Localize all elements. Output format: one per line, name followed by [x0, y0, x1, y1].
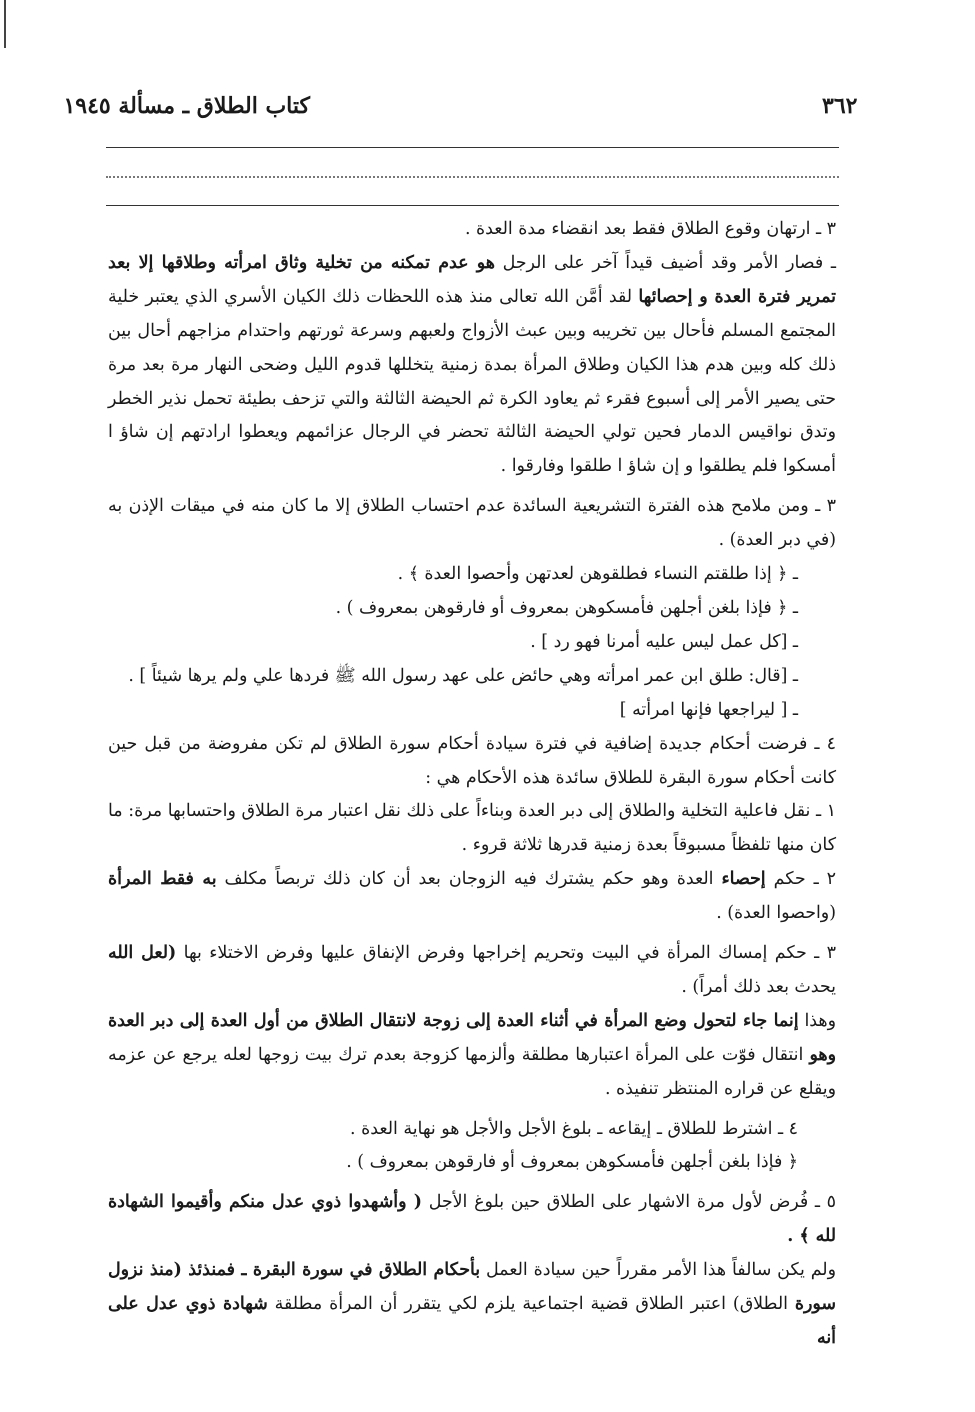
bold-emphasis: بأحكام الطلاق في سورة البقرة ـ فمنذئذ (منذ نزول سورة — [108, 1260, 836, 1315]
paragraph: ٤ ـ فرضت أحكام جديدة إضافية في فترة سيادة أحكام سورة الطلاق لم تكن مفروضة من قبل حين كانت أحكام سورة البقرة للطلاق سائدة هذه الأحكام هي : — [108, 733, 836, 788]
quote-line: ﴿ فإذا بلغن أجلهن فأمسكوهن بمعروف أو فارقوهن بمعروف ) . — [346, 1152, 798, 1173]
bold-emphasis: (لعل الله — [108, 943, 177, 964]
paragraph: ـ فصار الأمر وقد أضيف قيداً آخر على الرجل هو عدم تمكنه من تخلية وثاق امرأته وطلاقها إلا بعد تمرير فترة العدة و إحصائها لقد أمَّن الله تعالى منذ هذه اللحظات ذلك الكيان الأسري الذي يعتبر خلية المجتمع المسلم فأحال بين تخريبه وبين عبث الأزواج ولعبهم وسرعة ثورتهم واحتدام مزاجهم أحال بين ذلك كله وبين هدم هذا الكيان وطلاق المرأة بمدة زمنية يتخللها قدوم الليل وضحى النهار مرة بعد مرة حتى يصير الأمر إلى أسبوع فقرء ثم يعاود الكرة ثم الحيضة الثالثة والتي تزحف بطيئة تحمل نذير الخطر وتدق نواقيس الدمار فحين تولي الحيضة الثالثة تحضر في الرجال عزائمهم ويعطوا ارادتهم إن شاؤ ا أمسكوا فلم يطلقوا و إن شاؤ ا طلقوا وفارقوا . — [108, 252, 836, 477]
paragraph: ٢ ـ حكم إحصاء العدة وهو حكم يشترك فيه الزوجان بعد أن كان ذلك تربصاً مكلف به فقط المرأة (واحصوا العدة) . — [108, 869, 837, 924]
paragraph: ٥ ـ فُرض لأول مرة الاشهار على الطلاق حين بلوغ الأجل ( وأشهدوا ذوي عدل منكم وأقيموا الشهادة لله ﴾ . — [108, 1192, 837, 1247]
running-header-title: كتاب الطلاق ـ مسألة ١٩٤٥ — [63, 93, 310, 119]
paragraph: ٣ ـ ومن ملامح هذه الفترة التشريعية السائدة عدم احتساب الطلاق إلا ما كان منه في ميقات الإذن به (في دبر العدة) . — [108, 496, 836, 551]
quote-line: ـ [قال: طلق ابن عمر امرأته وهي حائض على عهد رسول الله ﷺ فردها علي ولم يرها شيئاً ] . — [128, 665, 798, 686]
page-number: ٣٦٢ — [822, 93, 858, 119]
header-rule-bottom — [106, 205, 839, 206]
paragraph: ٣ ـ حكم إمساك المرأة في البيت وتحريم إخراجها وفرض الإنفاق عليها وفرض الاختلاء بها (لعل الله يحدث بعد ذلك أمراً) . — [108, 943, 836, 997]
quote-line: ـ [ ليراجعها فإنها امرأته ] — [619, 699, 798, 720]
quote-line: ـ ﴿ إذا طلقتم النساء فطلقوهن لعدتهن وأحصوا العدة ﴾ . — [397, 564, 798, 585]
bold-emphasis: شهادة ذوي عدل على أنه — [108, 1294, 836, 1348]
bold-emphasis: به فقط المرأة — [108, 869, 217, 890]
paragraph: ١ ـ نقل فاعلية التخلية والطلاق إلى دبر العدة وبناءاً على ذلك نقل اعتبار مرة الطلاق واحتسابها مرة: ما كان منها تلفظاً مسبوقاً بعدة زمنية قدرها ثلاثة قروء . — [108, 801, 836, 856]
bold-emphasis: إنما جاء لتحول وضع المرأة في أثناء العدة إلى زوجة لانتقال الطلاق من أول العدة إلى دبر العدة وهو — [108, 1010, 836, 1065]
dotted-separator — [106, 176, 839, 178]
header-rule-top — [106, 147, 839, 148]
bold-emphasis: ( وأشهدوا ذوي عدل منكم وأقيموا الشهادة لله ﴾ . — [108, 1192, 836, 1247]
paragraph: وهذا إنما جاء لتحول وضع المرأة في أثناء العدة إلى زوجة لانتقال الطلاق من أول العدة إلى دبر العدة وهو انتقال فوّت على المرأة اعتبارها مطلقة وألزمها كزوجة بعدم ترك بيت زوجها لعله يرجع عن عزمه ويقلع عن قراره المنتظر تنفيذه . — [108, 1010, 837, 1099]
paragraph: ٤ ـ اشترط للطلاق ـ إيقاعه ـ بلوغ الأجل والأجل هو نهاية العدة . — [350, 1118, 798, 1139]
page-body — [108, 213, 836, 1356]
paragraph: ٣ ـ ارتهان وقوع الطلاق فقط بعد انقضاء مدة العدة . — [464, 219, 836, 239]
bold-emphasis: هو عدم تمكنه من تخلية وثاق امرأته وطلاقها إلا بعد تمرير فترة العدة و إحصائها — [108, 252, 836, 307]
quote-line: ـ ﴿ فإذا بلغن أجلهن فأمسكوهن بمعروف أو فارقوهن بمعروف ) . — [335, 597, 798, 618]
quote-line: ـ [كل عمل ليس عليه أمرنا فهو رد ] . — [530, 631, 798, 652]
paragraph: ولم يكن سالفاً هذا الأمر مقرراً حين سيادة العمل بأحكام الطلاق في سورة البقرة ـ فمنذئذ (منذ نزول سورة الطلاق) اعتبر الطلاق قضية اجتماعية يلزم لكي يتقرر أن المرأة مطلقة شهادة ذوي عدل على أنه — [108, 1260, 836, 1348]
page-edge-line — [4, 0, 6, 48]
bold-emphasis: إحصاء — [721, 869, 766, 890]
